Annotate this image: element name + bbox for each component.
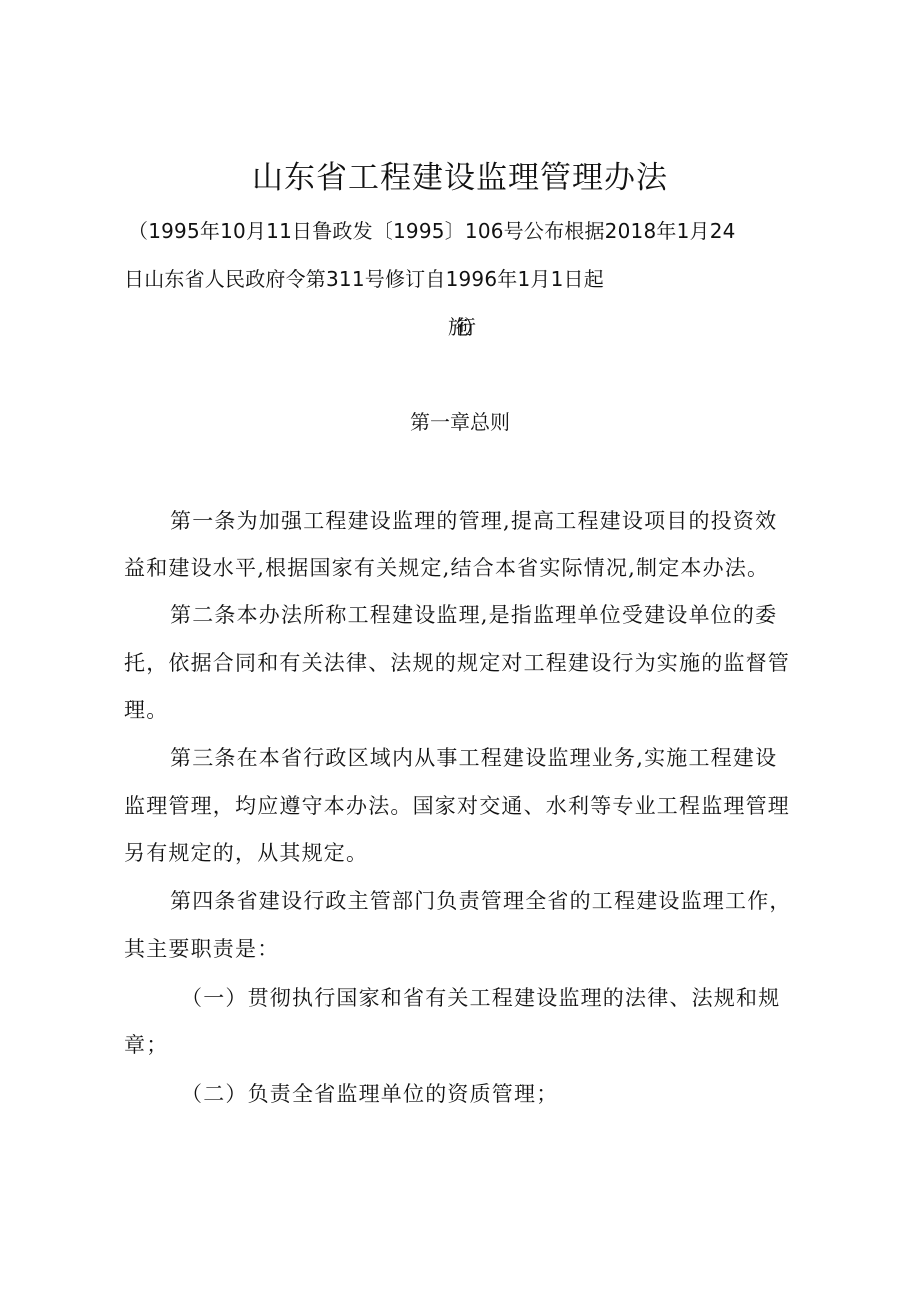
body-line: 第一条为加强工程建设监理的管理,提高工程建设项目的投资效 (170, 509, 778, 533)
body-line: 益和建设水平,根据国家有关规定,结合本省实际情况,制定本办法。 (124, 556, 770, 580)
body-line: （二）负责全省监理单位的资质管理； (181, 1082, 559, 1106)
body-line: 第三条在本省行政区域内从事工程建设监理业务,实施工程建设 (170, 746, 778, 770)
body-line: 第四条省建设行政主管部门负责管理全省的工程建设监理工作， (170, 889, 792, 913)
body-line: 其主要职责是： (124, 937, 280, 961)
body-line: （一）贯彻执行国家和省有关工程建设监理的法律、法规和规 (181, 986, 781, 1010)
body-line: 监理管理，均应遵守本办法。国家对交通、水利等专业工程监理管理 (124, 794, 790, 818)
subtitle-line-2: 日山东省人民政府令第311号修订自1996年1月1日起 (124, 267, 604, 291)
body-line: 理。 (124, 698, 169, 722)
subtitle-line-1: （1995年10月11日鲁政发〔1995〕106号公布根据2018年1月24 (128, 219, 736, 243)
document-title: 山东省工程建设监理管理办法 (252, 160, 668, 196)
body-line: 另有规定的，从其规定。 (124, 841, 369, 865)
body-line: 章； (124, 1033, 169, 1057)
chapter-heading: 第一章总则 (410, 410, 510, 434)
body-line: 托，依据合同和有关法律、法规的规定对工程建设行为实施的监督管 (124, 651, 790, 675)
subtitle-line-3: 施行） (448, 315, 472, 339)
body-line: 第二条本办法所称工程建设监理,是指监理单位受建设单位的委 (170, 603, 778, 627)
